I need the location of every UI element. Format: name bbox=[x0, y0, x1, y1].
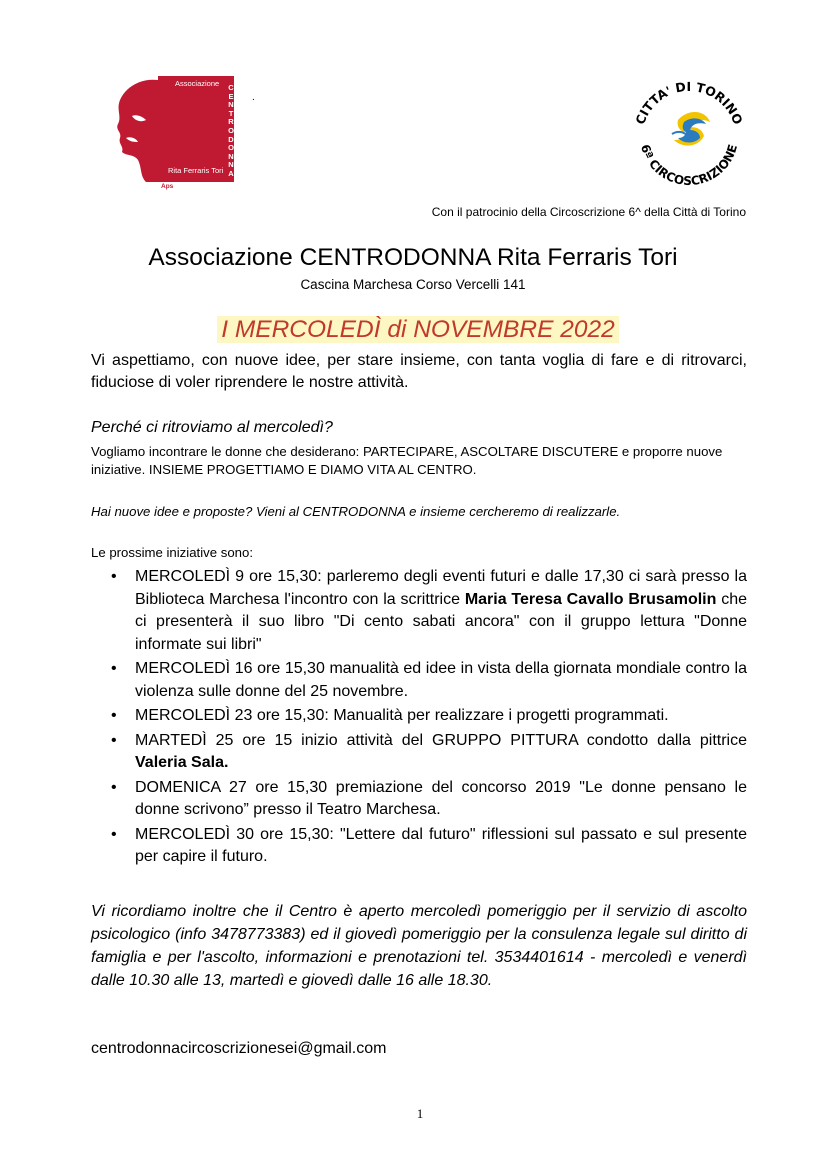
why-body: Vogliamo incontrare le donne che desiderano: PARTECIPARE, ASCOLTARE DISCUTERE e proporre nuove iniziative. INSIEME PROGETTIAMO E DIAMO VITA AL CENTRO. bbox=[91, 444, 723, 477]
patronage-note: Con il patrocinio della Circoscrizione 6^ della Città di Torino bbox=[431, 205, 746, 219]
ideas-line: Hai nuove idee e proposte? Vieni al CENTRODONNA e insieme cercheremo di realizzarle. bbox=[91, 504, 621, 519]
headline-text: I MERCOLEDÌ di NOVEMBRE 2022 bbox=[217, 316, 618, 343]
seal-bottom-text: 6ª CIRCOSCRIZIONE bbox=[637, 142, 741, 189]
event-text: MARTEDÌ 25 ore 15 inizio attività del GRUPPO PITTURA condotto dalla pittrice bbox=[135, 731, 747, 749]
bullet: • bbox=[111, 568, 117, 585]
page-title: Associazione CENTRODONNA Rita Ferraris Tori bbox=[148, 244, 678, 271]
logo-line-1: Associazione bbox=[175, 79, 220, 88]
logo-line-2: Rita Ferraris Tori bbox=[168, 166, 224, 175]
page-number: 1 bbox=[416, 1106, 424, 1121]
event-text: MERCOLEDÌ 9 ore 15,30: parleremo degli eventi futuri e dalle 17,30 ci sarà presso la Biblioteca Marchesa l'incontro con la scrittrice bbox=[135, 568, 747, 608]
event-text: DOMENICA 27 ore 15,30 premiazione del concorso 2019 "Le donne pensano le donne scrivono” presso il Teatro Marchesa. bbox=[135, 778, 747, 818]
list-item bbox=[91, 730, 747, 775]
why-heading: Perché ci ritroviamo al mercoledì? bbox=[91, 419, 333, 436]
stray-dot: . bbox=[252, 92, 255, 103]
event-text: MERCOLEDÌ 16 ore 15,30 manualità ed idee in vista della giornata mondiale contro la violenza sulle donne del 25 novembre. bbox=[135, 660, 747, 700]
seal-top-text: CITTA' DI TORINO bbox=[632, 78, 746, 127]
event-bold-text: Valeria Sala. bbox=[135, 754, 229, 771]
event-text: che ci presenterà il suo libro "Di cento sabati ancora" con il gruppo lettura "Donne informate sui libri" bbox=[135, 590, 747, 653]
bullet: • bbox=[111, 825, 117, 843]
logo-vertical-text: C E N T R O D O N N A bbox=[228, 83, 234, 178]
list-item bbox=[91, 705, 747, 728]
intro-paragraph: Vi aspettiamo, con nuove idee, per stare insieme, con tanta voglia di fare e di ritrovarci, fiduciose di voler riprendere le nostre attività. bbox=[91, 352, 747, 391]
centrodonna-logo bbox=[112, 76, 252, 196]
list-item bbox=[91, 658, 747, 703]
event-text: MERCOLEDÌ 30 ore 15,30: "Lettere dal futuro" riflessioni sul passato e sul presente per capire il futuro. bbox=[135, 825, 747, 865]
circoscrizione-seal-icon bbox=[628, 78, 750, 190]
headline bbox=[0, 316, 826, 344]
list-item bbox=[91, 777, 747, 822]
events-list bbox=[91, 566, 747, 871]
logo-line-3: Aps bbox=[161, 183, 174, 190]
event-bold-text: Maria Teresa Cavallo Brusamolin bbox=[464, 590, 717, 608]
page-subtitle: Cascina Marchesa Corso Vercelli 141 bbox=[300, 277, 526, 292]
event-text: MERCOLEDÌ 23 ore 15,30: Manualità per realizzare i progetti programmati. bbox=[135, 707, 669, 724]
svg-text:6ª CIRCOSCRIZIONE bbox=[638, 143, 740, 188]
list-item bbox=[91, 824, 747, 869]
list-item bbox=[91, 566, 747, 656]
bullet: • bbox=[111, 778, 117, 796]
reminder-paragraph: Vi ricordiamo inoltre che il Centro è aperto mercoledì pomeriggio per il servizio di ascolto psicologico (info 3478773383) ed il giovedì pomeriggio per la consulenza legale sul diritto di famiglia e per l'ascolto, informazioni e prenotazioni tel. 3534401614 - mercoledì e venerdì dalle 10.30 alle 13, martedì e giovedì dalle 16 alle 18.30. bbox=[91, 903, 747, 989]
bullet: • bbox=[111, 731, 117, 749]
email-address[interactable]: centrodonnacircoscrizionesei@gmail.com bbox=[91, 1040, 387, 1057]
bullet: • bbox=[111, 660, 117, 677]
circoscrizione-logo bbox=[628, 78, 750, 190]
next-initiatives-heading: Le prossime iniziative sono: bbox=[91, 545, 253, 560]
bullet: • bbox=[111, 707, 117, 724]
